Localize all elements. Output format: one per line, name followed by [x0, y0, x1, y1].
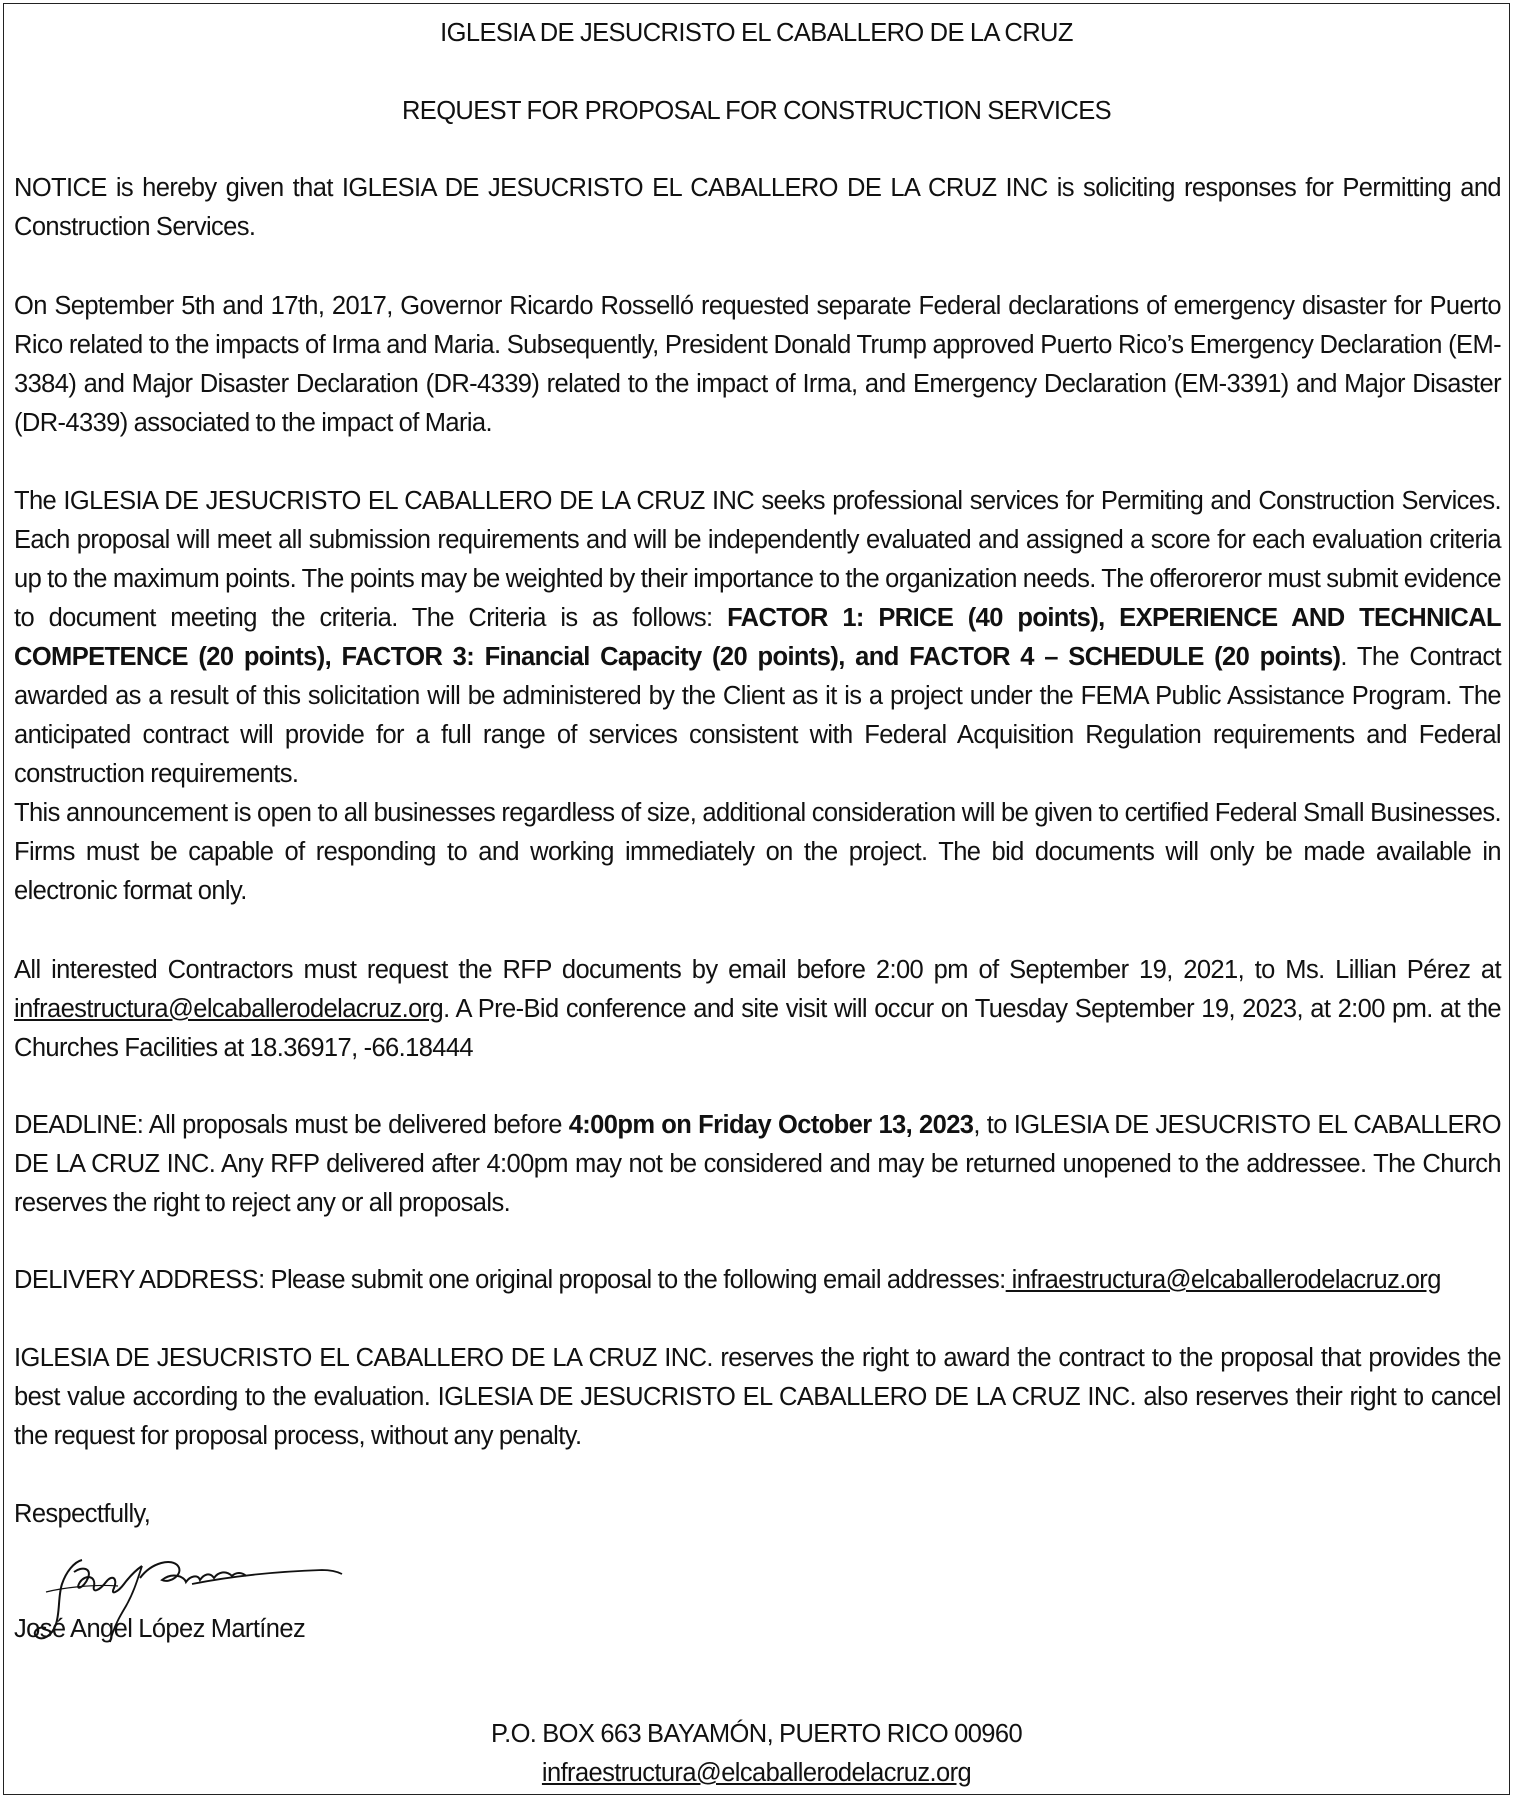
deadline-paragraph [14, 1106, 1501, 1223]
delivery-email-link[interactable]: infraestructura@elcaballerodelacruz.org [1005, 1266, 1441, 1294]
reservation-paragraph: IGLESIA DE JESUCRISTO EL CABALLERO DE LA CRUZ INC. reserves the right to award the contract to the proposal that provides the best value according to the evaluation. IGLESIA DE JESUCRISTO EL CABALLERO DE LA CRUZ INC. also reserves their right to cancel the request for proposal process, without any penalty. [14, 1344, 1501, 1450]
request-intro: All interested Contractors must request the RFP documents by email before 2:00 pm of September 19, 2021, to Ms. Lillian Pérez at [14, 956, 1501, 984]
legal-notice [3, 3, 1510, 1795]
footer-email-link[interactable]: infraestructura@elcaballerodelacruz.org [541, 1759, 972, 1787]
scope-intro: The IGLESIA DE JESUCRISTO EL CABALLERO DE LA CRUZ INC seeks professional services for Permiting and Construction Services. Each proposal will meet all submission requirements and will be independently evaluated and assigned a score for each evaluation criteria up to the maximum points. The points may be weighted by their importance to the organization needs. The offeroreror must submit evidence to document meeting the criteria. The Criteria is as follows: [14, 487, 1501, 632]
deadline-date: 4:00pm on Friday October 13, 2023 [568, 1111, 974, 1139]
deadline-intro: DEADLINE: All proposals must be delivered before [14, 1111, 569, 1139]
salutation: Respectfully, [14, 1500, 151, 1528]
rfp-title: REQUEST FOR PROPOSAL FOR CONSTRUCTION SERVICES [401, 97, 1112, 125]
delivery-intro: DELIVERY ADDRESS: Please submit one original proposal to the following email addresses: [14, 1266, 1006, 1294]
footer-address: P.O. BOX 663 BAYAMÓN, PUERTO RICO 00960 [490, 1720, 1023, 1748]
evaluation-criteria: FACTOR 1: PRICE (40 points), EXPERIENCE AND TECHNICAL COMPETENCE (20 points), FACTOR 3: Financial Capacity (20 points), and FACTOR 4 – SCHEDULE (20 points) [14, 604, 1501, 671]
eligibility-paragraph: This announcement is open to all businesses regardless of size, additional consideration will be given to certified Federal Small Businesses. Firms must be capable of responding to and working immediately on the project. The bid documents will only be made available in electronic format only. [14, 799, 1501, 905]
scope-paragraph [14, 482, 1501, 794]
background-paragraph: On September 5th and 17th, 2017, Governor Ricardo Rosselló requested separate Federal declarations of emergency disaster for Puerto Rico related to the impacts of Irma and Maria. Subsequently, President Donald Trump approved Puerto Rico’s Emergency Declaration (EM-3384) and Major Disaster Declaration (DR-4339) related to the impact of Irma, and Emergency Declaration (EM-3391) and Major Disaster (DR-4339) associated to the impact of Maria. [14, 292, 1501, 437]
request-paragraph [14, 951, 1501, 1068]
deadline-rest: , to IGLESIA DE JESUCRISTO EL CABALLERO DE LA CRUZ INC. Any RFP delivered after 4:00pm may not be considered and may be returned unopened to the addressee. The Church reserves the right to reject any or all proposals. [14, 1111, 1501, 1217]
notice-paragraph: NOTICE is hereby given that IGLESIA DE JESUCRISTO EL CABALLERO DE LA CRUZ INC is soliciting responses for Permitting and Construction Services. [14, 174, 1501, 241]
delivery-paragraph [14, 1261, 1501, 1300]
request-email-link[interactable]: infraestructura@elcaballerodelacruz.org [14, 995, 444, 1023]
signer-name: José Angel López Martínez [14, 1615, 306, 1643]
scope-rest: . The Contract awarded as a result of this solicitation will be administered by the Client as it is a project under the FEMA Public Assistance Program. The anticipated contract will provide for a full range of services consistent with Federal Acquisition Regulation requirements and Federal construction requirements. [14, 643, 1501, 788]
request-rest: . A Pre-Bid conference and site visit will occur on Tuesday September 19, 2023, at 2:00 pm. at the Churches Facilities at 18.36917, -66.18444 [14, 995, 1501, 1062]
org-title: IGLESIA DE JESUCRISTO EL CABALLERO DE LA CRUZ [440, 19, 1073, 47]
